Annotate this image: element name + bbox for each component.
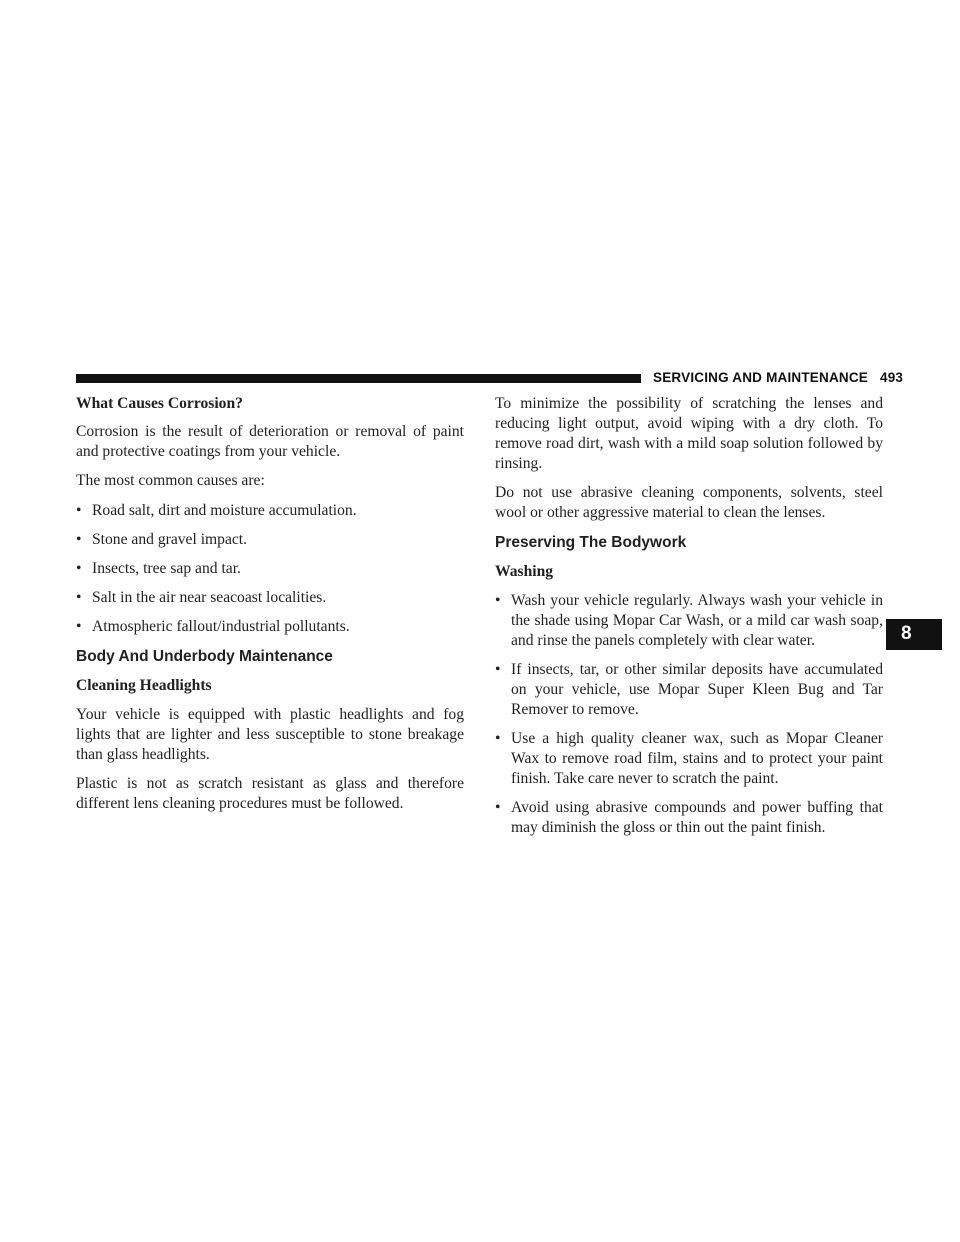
chapter-number: 8: [901, 623, 912, 644]
chapter-tab: [886, 619, 942, 650]
section-title: SERVICING AND MAINTENANCE: [653, 370, 869, 385]
heading-body-underbody-maintenance: Body And Underbody Maintenance: [76, 648, 333, 665]
heading-cleaning-headlights: Cleaning Headlights: [76, 677, 212, 694]
list-item: • Use a high quality cleaner wax, such as Mopar Cleaner Wax to remove road film, stains and to protect your paint finish. Take care never to scratch the paint.: [495, 730, 883, 787]
bullet-icon: •: [495, 661, 501, 678]
list-item: • Road salt, dirt and moisture accumulation.: [76, 502, 357, 519]
header-rule: [76, 374, 641, 383]
paragraph-headlights-2: Plastic is not as scratch resistant as glass and therefore different lens cleaning procedures must be followed.: [76, 775, 464, 812]
left-column: [76, 394, 464, 814]
paragraph-headlights-1: Your vehicle is equipped with plastic headlights and fog lights that are lighter and less susceptible to stone breakage than glass headlights.: [76, 706, 464, 763]
bullet-icon: •: [76, 502, 82, 519]
paragraph-causes-intro: The most common causes are:: [76, 472, 265, 489]
heading-what-causes-corrosion: What Causes Corrosion?: [76, 395, 243, 412]
paragraph-lens-1: To minimize the possibility of scratching the lenses and reducing light output, avoid wiping with a dry cloth. To remove road dirt, wash with a mild soap solution followed by rinsing.: [495, 395, 883, 472]
page-number: 493: [880, 370, 904, 385]
bullet-icon: •: [76, 618, 82, 635]
list-item: • Stone and gravel impact.: [76, 531, 248, 548]
washing-list: [495, 591, 883, 838]
paragraph-lens-2: Do not use abrasive cleaning components, solvents, steel wool or other aggressive material to clean the lenses.: [495, 484, 883, 521]
heading-preserving-bodywork: Preserving The Bodywork: [495, 534, 687, 551]
running-header: [653, 370, 903, 385]
bullet-icon: •: [495, 730, 501, 747]
heading-washing: Washing: [495, 563, 554, 580]
paragraph-corrosion: Corrosion is the result of deterioration or removal of paint and protective coatings from your vehicle.: [76, 423, 464, 460]
causes-list: [76, 501, 464, 637]
list-item: • Wash your vehicle regularly. Always wash your vehicle in the shade using Mopar Car Wash, or a mild car wash soap, and rinse the panels completely with clear water.: [495, 592, 883, 649]
list-item: • Salt in the air near seacoast localities.: [76, 589, 327, 606]
bullet-icon: •: [76, 531, 82, 548]
bullet-icon: •: [76, 560, 82, 577]
list-item: • Insects, tree sap and tar.: [76, 560, 241, 577]
list-item: • Avoid using abrasive compounds and power buffing that may diminish the gloss or thin out the paint finish.: [495, 799, 883, 836]
bullet-icon: •: [76, 589, 82, 606]
bullet-icon: •: [495, 592, 501, 609]
list-item: • If insects, tar, or other similar deposits have accumulated on your vehicle, use Mopar Super Kleen Bug and Tar Remover to remove.: [495, 661, 883, 718]
list-item: • Atmospheric fallout/industrial pollutants.: [76, 618, 350, 635]
right-column: [495, 394, 883, 838]
bullet-icon: •: [495, 799, 501, 816]
